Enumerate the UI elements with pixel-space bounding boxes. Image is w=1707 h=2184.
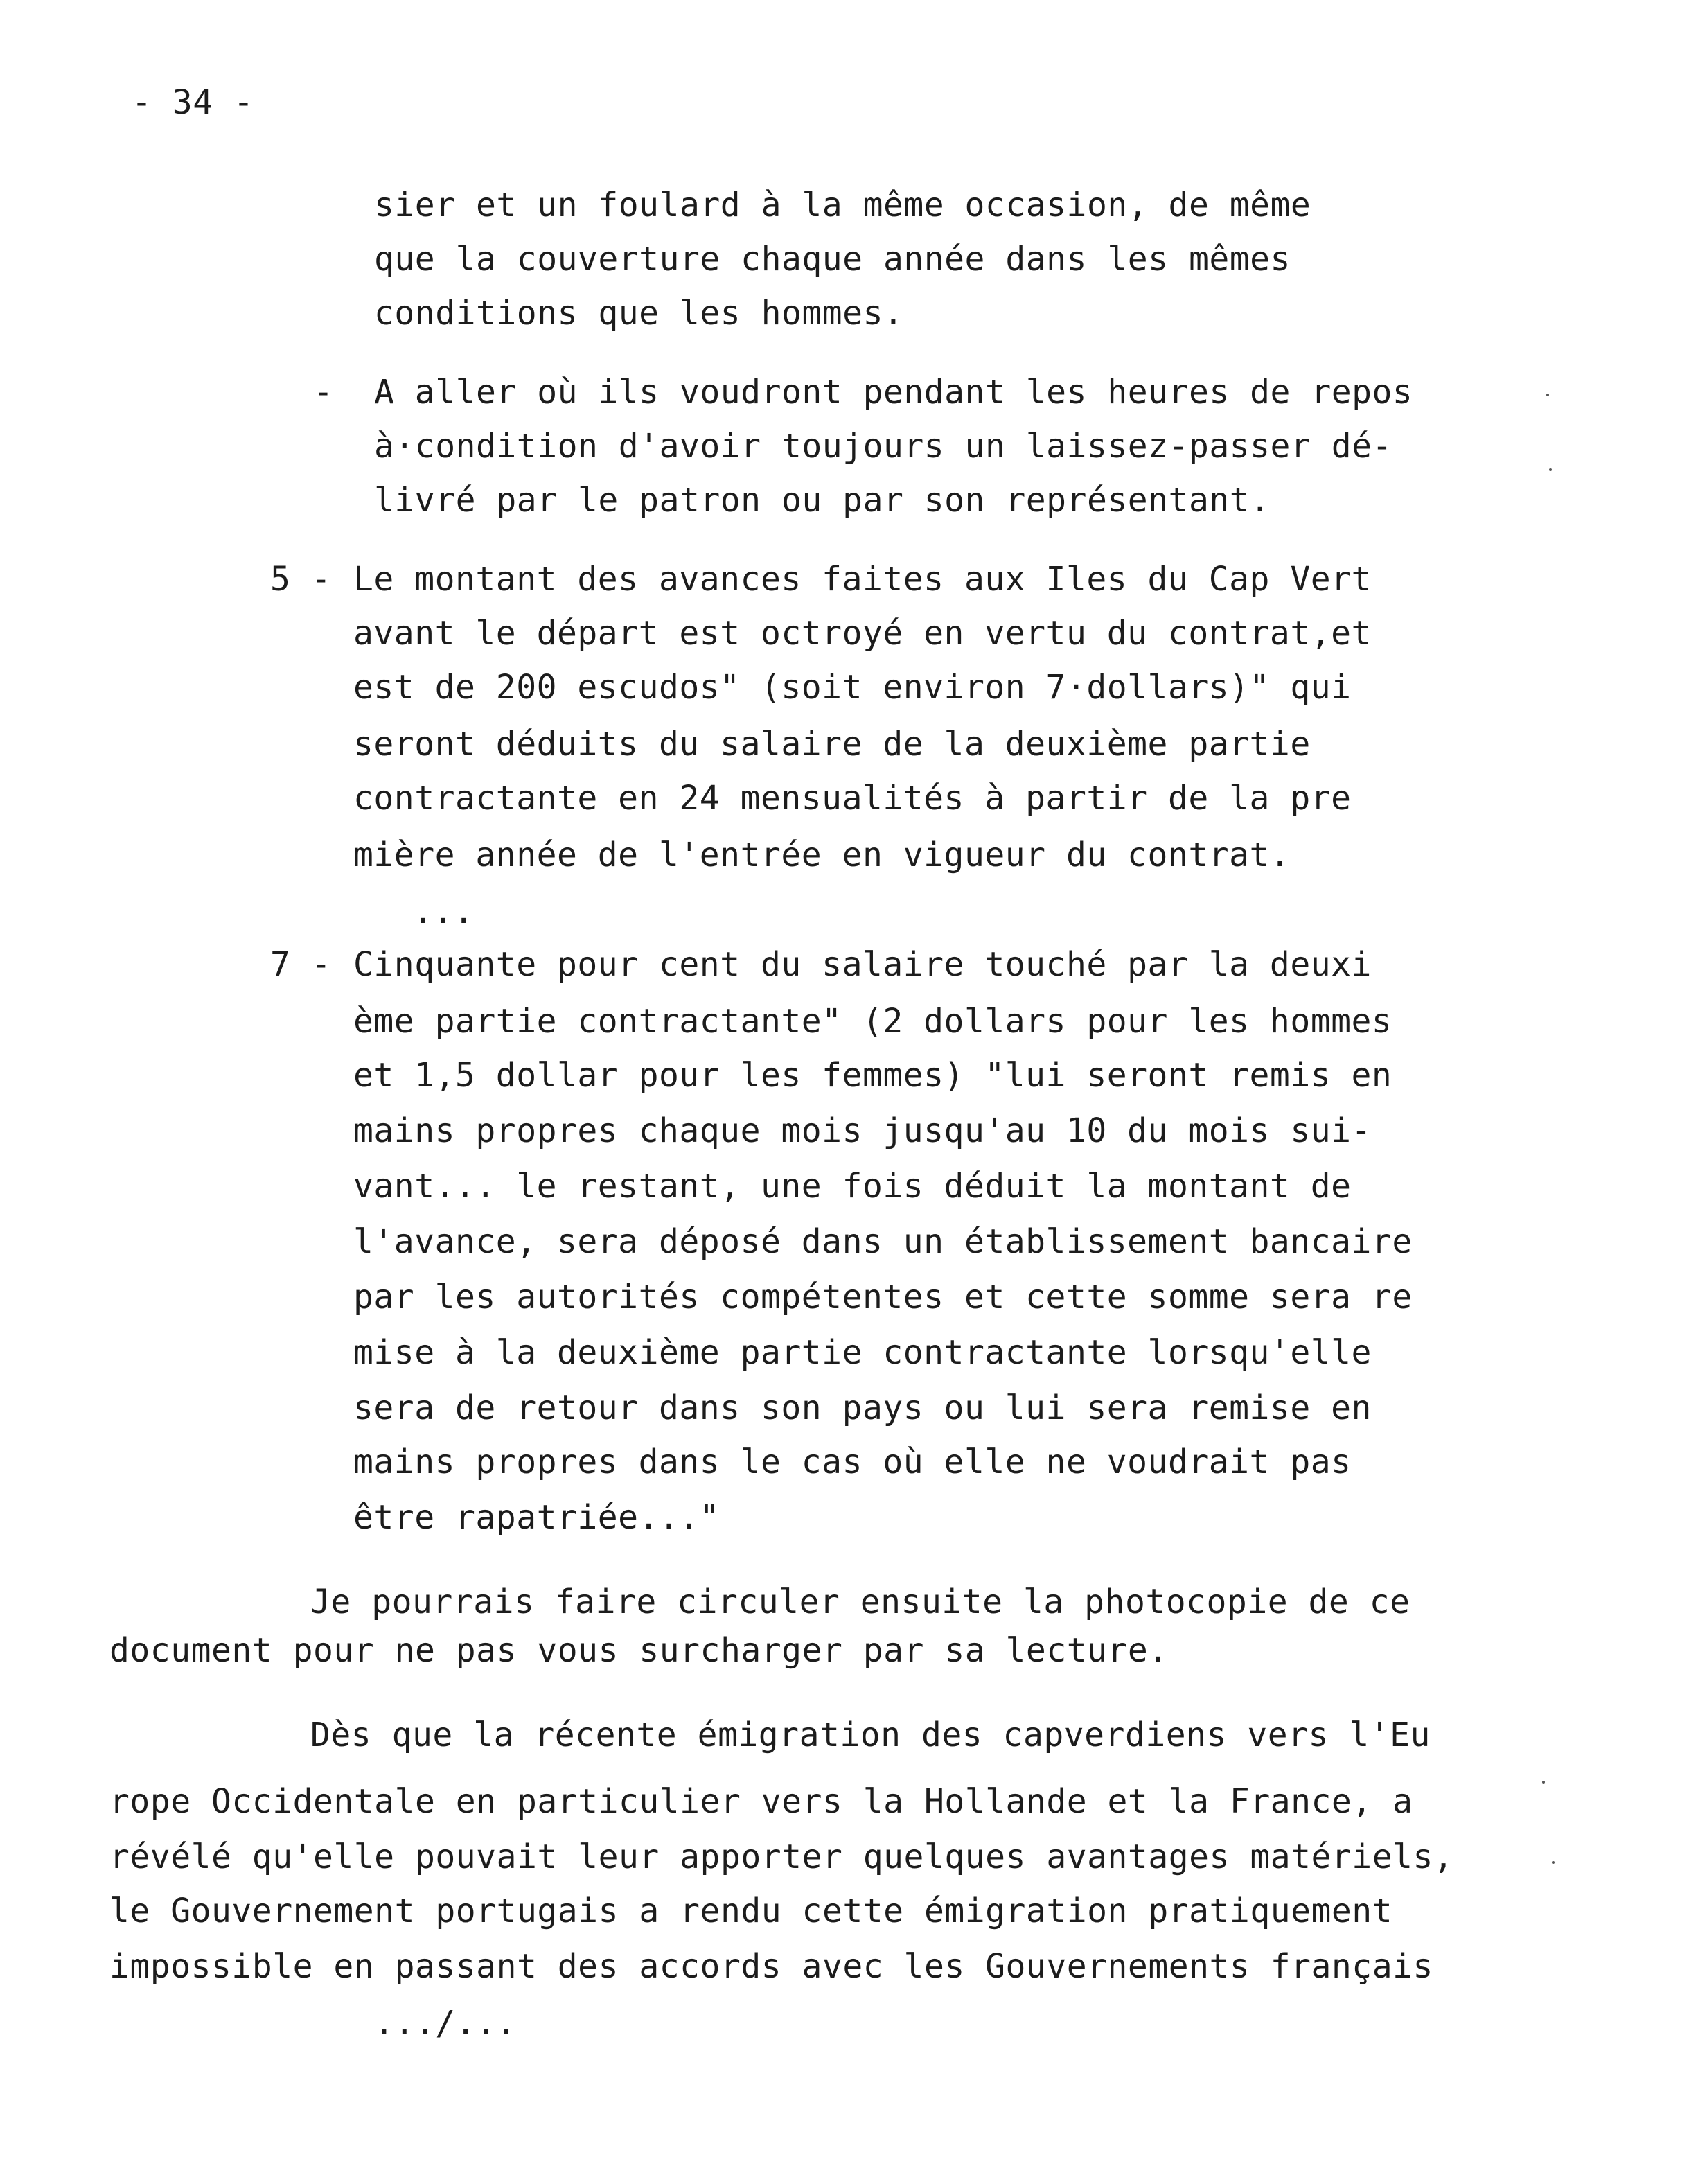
bullet-line-1: A aller où ils voudront pendant les heures de repos	[374, 373, 1413, 412]
ellipsis: ...	[413, 892, 475, 931]
paragraph2-line-1: Dès que la récente émigration des capverdiens vers l'Eu	[310, 1716, 1431, 1754]
paragraph2-line-4: le Gouvernement portugais a rendu cette émigration pratiquement	[109, 1892, 1393, 1930]
item5-marker: 5 -	[270, 560, 332, 599]
item7-line-9: sera de retour dans son pays ou lui sera remise en	[353, 1389, 1372, 1427]
continuation-marker: .../...	[374, 2004, 517, 2043]
page-number: - 34 -	[132, 83, 254, 122]
item7-line-2: ème partie contractante" (2 dollars pour les hommes	[353, 1002, 1392, 1041]
scan-speck	[1552, 1861, 1555, 1864]
item7-line-1: Cinquante pour cent du salaire touché par la deuxi	[353, 945, 1372, 984]
scan-speck	[1546, 394, 1549, 396]
item4-line-3: conditions que les hommes.	[374, 294, 904, 333]
paragraph2-line-2: rope Occidentale en particulier vers la Hollande et la France, a	[109, 1782, 1413, 1821]
item4-line-1: sier et un foulard à la même occasion, de même	[374, 186, 1311, 224]
scan-speck	[1549, 468, 1552, 471]
item5-line-2: avant le départ est octroyé en vertu du contrat,et	[353, 614, 1372, 653]
item7-line-8: mise à la deuxième partie contractante lorsqu'elle	[353, 1333, 1372, 1372]
paragraph2-line-3: révélé qu'elle pouvait leur apporter quelques avantages matériels,	[109, 1838, 1454, 1876]
item7-line-3: et 1,5 dollar pour les femmes) "lui seront remis en	[353, 1056, 1392, 1095]
item7-line-5: vant... le restant, une fois déduit la montant de	[353, 1167, 1352, 1206]
item7-line-11: être rapatriée..."	[353, 1498, 720, 1537]
paragraph1-line-1: Je pourrais faire circuler ensuite la photocopie de ce	[310, 1583, 1410, 1621]
item5-line-1: Le montant des avances faites aux Iles du Cap Vert	[353, 560, 1372, 599]
bullet-line-2: à·condition d'avoir toujours un laissez-passer dé-	[374, 427, 1392, 466]
item7-line-10: mains propres dans le cas où elle ne voudrait pas	[353, 1443, 1352, 1481]
item5-line-5: contractante en 24 mensualités à partir de la pre	[353, 779, 1352, 818]
item5-line-6: mière année de l'entrée en vigueur du contrat.	[353, 836, 1291, 874]
item7-marker: 7 -	[270, 945, 332, 984]
paragraph1-line-2: document pour ne pas vous surcharger par sa lecture.	[109, 1631, 1169, 1670]
scan-speck	[1542, 1781, 1545, 1784]
item5-line-3: est de 200 escudos" (soit environ 7·dollars)" qui	[353, 668, 1352, 707]
item7-line-7: par les autorités compétentes et cette somme sera re	[353, 1278, 1413, 1316]
bullet-marker: -	[313, 373, 334, 412]
item7-line-6: l'avance, sera déposé dans un établissement bancaire	[353, 1222, 1413, 1261]
paragraph2-line-5: impossible en passant des accords avec les Gouvernements français	[109, 1947, 1433, 1986]
item5-line-4: seront déduits du salaire de la deuxième partie	[353, 725, 1311, 764]
bullet-line-3: livré par le patron ou par son représentant.	[374, 481, 1271, 520]
item4-line-2: que la couverture chaque année dans les mêmes	[374, 240, 1291, 279]
item7-line-4: mains propres chaque mois jusqu'au 10 du mois sui-	[353, 1111, 1372, 1150]
